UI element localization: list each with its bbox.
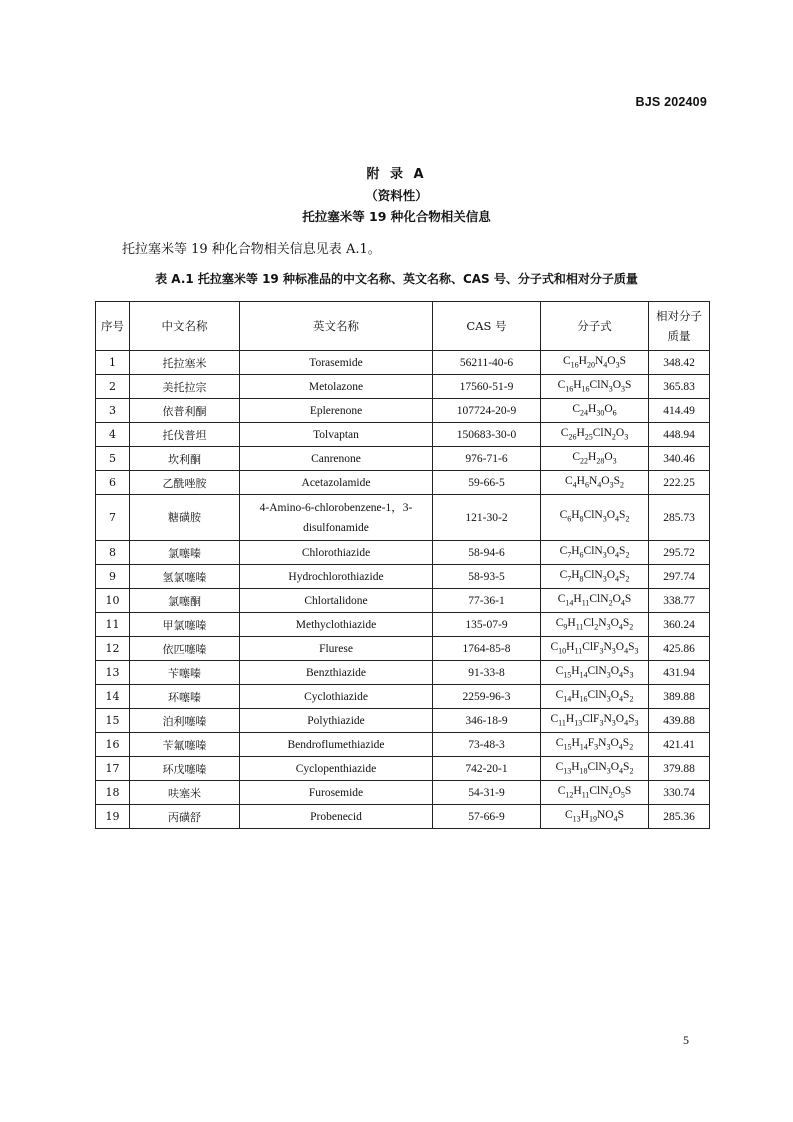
english-name-cell: Methyclothiazide <box>240 613 433 637</box>
formula-cell: $C_9H_{11}Cl_2N_3O_4S_2$ <box>541 613 649 637</box>
page-number: 5 <box>683 1033 689 1047</box>
formula-cell: $C_{12}H_{11}ClN_2O_5S$ <box>541 781 649 805</box>
table-row <box>96 733 710 757</box>
english-name-cell: Eplerenone <box>240 399 433 423</box>
row-index: 10 <box>96 589 130 613</box>
table-row <box>96 351 710 375</box>
molecular-weight-cell: 414.49 <box>649 399 710 423</box>
english-name-cell: Furosemide <box>240 781 433 805</box>
row-index: 14 <box>96 685 130 709</box>
row-index: 3 <box>96 399 130 423</box>
row-index: 13 <box>96 661 130 685</box>
table-row <box>96 709 710 733</box>
english-name-cell: Cyclopenthiazide <box>240 757 433 781</box>
cas-cell: 77-36-1 <box>433 589 541 613</box>
chinese-name-cell: 丙磺舒 <box>130 805 240 829</box>
compound-table <box>95 301 710 829</box>
formula-cell: $C_{24}H_{30}O_6$ <box>541 399 649 423</box>
molecular-weight-cell: 295.72 <box>649 541 710 565</box>
english-name-cell: Flurese <box>240 637 433 661</box>
cas-cell: 2259-96-3 <box>433 685 541 709</box>
molecular-weight-cell: 431.94 <box>649 661 710 685</box>
chinese-name-cell: 泊利噻嗪 <box>130 709 240 733</box>
table-row <box>96 757 710 781</box>
formula-cell: $C_{13}H_{18}ClN_3O_4S_2$ <box>541 757 649 781</box>
english-name-cell: Benzthiazide <box>240 661 433 685</box>
cas-cell: 54-31-9 <box>433 781 541 805</box>
cas-cell: 91-33-8 <box>433 661 541 685</box>
molecular-weight-cell: 425.86 <box>649 637 710 661</box>
molecular-weight-cell: 389.88 <box>649 685 710 709</box>
table-row <box>96 375 710 399</box>
row-index: 8 <box>96 541 130 565</box>
cas-cell: 58-93-5 <box>433 565 541 589</box>
english-name-cell: Tolvaptan <box>240 423 433 447</box>
cas-cell: 57-66-9 <box>433 805 541 829</box>
table-row <box>96 423 710 447</box>
english-name-cell: Polythiazide <box>240 709 433 733</box>
chinese-name-cell: 依普利酮 <box>130 399 240 423</box>
table-row <box>96 805 710 829</box>
formula-cell: $C_{16}H_{20}N_4O_3S$ <box>541 351 649 375</box>
table-row <box>96 541 710 565</box>
row-index: 6 <box>96 471 130 495</box>
table-row <box>96 589 710 613</box>
formula-cell: $C_{11}H_{13}ClF_3N_3O_4S_3$ <box>541 709 649 733</box>
molecular-weight-cell: 330.74 <box>649 781 710 805</box>
formula-cell: $C_{15}H_{14}F_3N_3O_4S_2$ <box>541 733 649 757</box>
row-index: 19 <box>96 805 130 829</box>
chinese-name-cell: 美托拉宗 <box>130 375 240 399</box>
document-code: BJS 202409 <box>635 95 707 109</box>
english-name-cell: Metolazone <box>240 375 433 399</box>
row-index: 1 <box>96 351 130 375</box>
row-index: 4 <box>96 423 130 447</box>
formula-cell: $C_7H_6ClN_3O_4S_2$ <box>541 541 649 565</box>
english-name-cell: Probenecid <box>240 805 433 829</box>
table-caption: 表 A.1 托拉塞米等 19 种标准品的中文名称、英文名称、CAS 号、分子式和相对分子质量 <box>155 272 638 286</box>
chinese-name-cell: 坎利酮 <box>130 447 240 471</box>
table-row <box>96 781 710 805</box>
table-body <box>96 351 710 829</box>
formula-cell: $C_{14}H_{11}ClN_2O_4S$ <box>541 589 649 613</box>
chinese-name-cell: 环噻嗪 <box>130 685 240 709</box>
cas-cell: 59-66-5 <box>433 471 541 495</box>
table-row <box>96 399 710 423</box>
appendix-title: 附 录 A <box>366 167 427 182</box>
chinese-name-cell: 托伐普坦 <box>130 423 240 447</box>
formula-cell: $C_4H_6N_4O_3S_2$ <box>541 471 649 495</box>
chinese-name-cell: 甲氯噻嗪 <box>130 613 240 637</box>
cas-cell: 1764-85-8 <box>433 637 541 661</box>
chinese-name-cell: 氢氯噻嗪 <box>130 565 240 589</box>
chinese-name-cell: 苄噻嗪 <box>130 661 240 685</box>
table-row <box>96 613 710 637</box>
molecular-weight-cell: 285.36 <box>649 805 710 829</box>
row-index: 16 <box>96 733 130 757</box>
appendix-subtitle: 托拉塞米等 19 种化合物相关信息 <box>302 209 491 224</box>
chinese-name-cell: 呋塞米 <box>130 781 240 805</box>
molecular-weight-cell: 340.46 <box>649 447 710 471</box>
table-header-row <box>96 302 710 351</box>
cas-cell: 56211-40-6 <box>433 351 541 375</box>
chinese-name-cell: 苄氟噻嗪 <box>130 733 240 757</box>
english-name-cell: Chlortalidone <box>240 589 433 613</box>
formula-cell: $C_6H_8ClN_3O_4S_2$ <box>541 495 649 541</box>
header-chinese-name: 中文名称 <box>130 302 240 351</box>
molecular-weight-cell: 285.73 <box>649 495 710 541</box>
row-index: 5 <box>96 447 130 471</box>
formula-cell: $C_{14}H_{16}ClN_3O_4S_2$ <box>541 685 649 709</box>
appendix-type: （资料性） <box>365 188 428 203</box>
english-name-cell: Canrenone <box>240 447 433 471</box>
table-row <box>96 661 710 685</box>
intro-paragraph: 托拉塞米等 19 种化合物相关信息见表 A.1。 <box>122 242 381 257</box>
chinese-name-cell: 氯噻嗪 <box>130 541 240 565</box>
header-cas: CAS 号 <box>433 302 541 351</box>
english-name-cell: Chlorothiazide <box>240 541 433 565</box>
english-name-cell: Cyclothiazide <box>240 685 433 709</box>
header-formula: 分子式 <box>541 302 649 351</box>
table-row <box>96 685 710 709</box>
chinese-name-cell: 依匹噻嗪 <box>130 637 240 661</box>
formula-cell: $C_{22}H_{28}O_3$ <box>541 447 649 471</box>
english-name-cell: 4-Amino-6-chlorobenzene-1，3-disulfonamide <box>240 495 433 541</box>
formula-cell: $C_{10}H_{11}ClF_3N_3O_4S_3$ <box>541 637 649 661</box>
row-index: 2 <box>96 375 130 399</box>
table-row <box>96 637 710 661</box>
table-row <box>96 565 710 589</box>
molecular-weight-cell: 360.24 <box>649 613 710 637</box>
formula-cell: $C_{26}H_{25}ClN_2O_3$ <box>541 423 649 447</box>
row-index: 12 <box>96 637 130 661</box>
chinese-name-cell: 氯噻酮 <box>130 589 240 613</box>
molecular-weight-cell: 421.41 <box>649 733 710 757</box>
molecular-weight-cell: 365.83 <box>649 375 710 399</box>
molecular-weight-cell: 222.25 <box>649 471 710 495</box>
english-name-cell: Acetazolamide <box>240 471 433 495</box>
formula-cell: $C_7H_8ClN_3O_4S_2$ <box>541 565 649 589</box>
english-name-cell: Hydrochlorothiazide <box>240 565 433 589</box>
english-name-cell: Torasemide <box>240 351 433 375</box>
row-index: 11 <box>96 613 130 637</box>
molecular-weight-cell: 297.74 <box>649 565 710 589</box>
table-row <box>96 447 710 471</box>
table-row <box>96 495 710 541</box>
chinese-name-cell: 乙酰唑胺 <box>130 471 240 495</box>
header-english-name: 英文名称 <box>240 302 433 351</box>
formula-cell: $C_{13}H_{19}NO_4S$ <box>541 805 649 829</box>
chinese-name-cell: 托拉塞米 <box>130 351 240 375</box>
cas-cell: 150683-30-0 <box>433 423 541 447</box>
formula-cell: $C_{15}H_{14}ClN_3O_4S_3$ <box>541 661 649 685</box>
english-name-cell: Bendroflumethiazide <box>240 733 433 757</box>
row-index: 17 <box>96 757 130 781</box>
molecular-weight-cell: 448.94 <box>649 423 710 447</box>
molecular-weight-cell: 348.42 <box>649 351 710 375</box>
header-index: 序号 <box>96 302 130 351</box>
row-index: 7 <box>96 495 130 541</box>
cas-cell: 742-20-1 <box>433 757 541 781</box>
chinese-name-cell: 环戊噻嗪 <box>130 757 240 781</box>
cas-cell: 976-71-6 <box>433 447 541 471</box>
molecular-weight-cell: 379.88 <box>649 757 710 781</box>
cas-cell: 58-94-6 <box>433 541 541 565</box>
chinese-name-cell: 糖磺胺 <box>130 495 240 541</box>
cas-cell: 346-18-9 <box>433 709 541 733</box>
cas-cell: 107724-20-9 <box>433 399 541 423</box>
row-index: 15 <box>96 709 130 733</box>
cas-cell: 73-48-3 <box>433 733 541 757</box>
table-row <box>96 471 710 495</box>
cas-cell: 135-07-9 <box>433 613 541 637</box>
cas-cell: 121-30-2 <box>433 495 541 541</box>
formula-cell: $C_{16}H_{16}ClN_3O_3S$ <box>541 375 649 399</box>
cas-cell: 17560-51-9 <box>433 375 541 399</box>
header-molecular-weight: 相对分子质量 <box>649 302 710 351</box>
molecular-weight-cell: 439.88 <box>649 709 710 733</box>
molecular-weight-cell: 338.77 <box>649 589 710 613</box>
row-index: 9 <box>96 565 130 589</box>
row-index: 18 <box>96 781 130 805</box>
